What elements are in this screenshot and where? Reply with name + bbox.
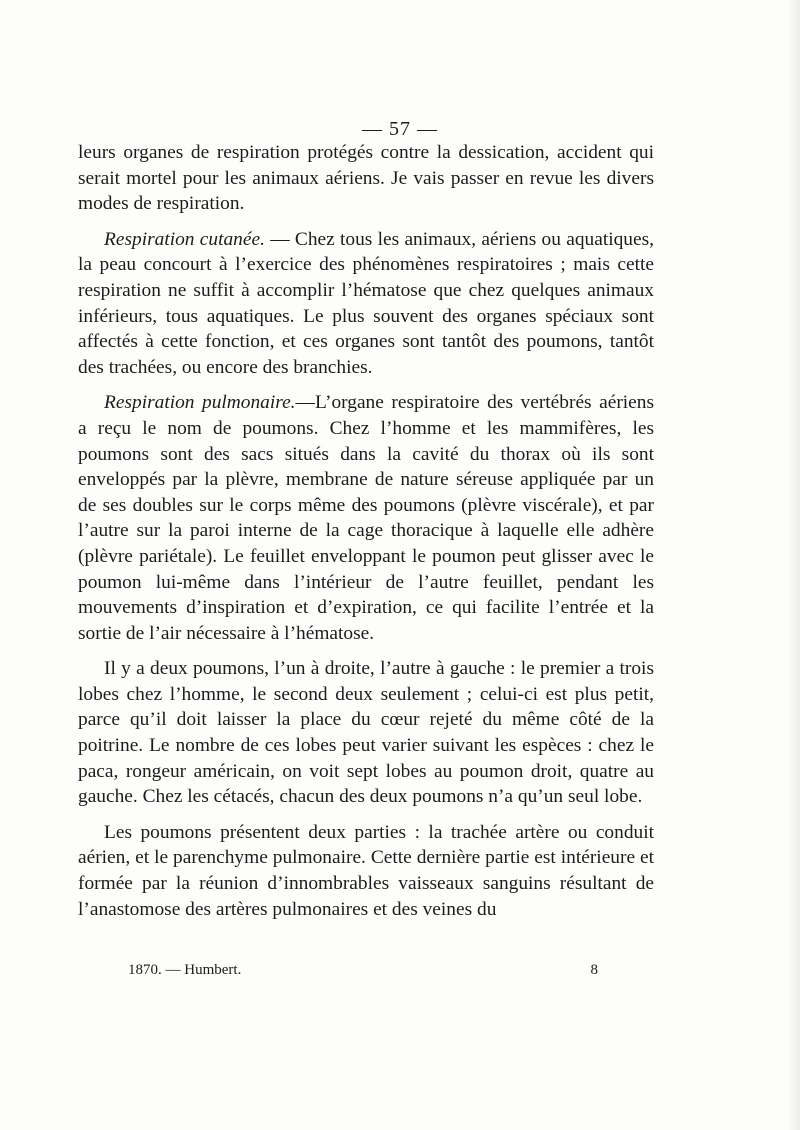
- paragraph: [78, 140, 654, 217]
- paragraph-text: Il y a deux poumons, l’un à droite, l’autre à gauche : le premier a trois lobes chez l’homme, le second deux seulement ; celui-ci est plus petit, parce qu’il doit laisser la place du cœur rejeté du même côté de la poitrine. Le nombre de ces lobes peut varier suivant les espèces : chez le paca, rongeur américain, on voit sept lobes au poumon droit, quatre au gauche. Chez les cétacés, chacun des deux poumons n’a qu’un seul lobe.: [78, 658, 654, 808]
- paragraph: [78, 820, 654, 922]
- paragraph-text: —L’organe respiratoire des vertébrés aériens a reçu le nom de poumons. Chez l’homme et les mammifères, les poumons sont des sacs situés dans la cavité du thorax où ils sont enveloppés par la plèvre, membrane de nature séreuse appliquée par un de ses doubles sur le corps même des poumons (plèvre viscérale), et par l’autre sur la paroi interne de la cage thoracique à laquelle elle adhère (plèvre pariétale). Le feuillet enveloppant le poumon peut glisser avec le poumon lui-même dans l’intérieur de l’autre feuillet, pendant les mouvements d’inspiration et d’expiration, ce qui facilite l’entrée et la sortie de l’air nécessaire à l’hématose.: [78, 392, 655, 644]
- paragraph-text: Les poumons présentent deux parties : la trachée artère ou conduit aérien, et le parenchyme pulmonaire. Cette dernière partie est intérieure et formée par la réunion d’innombrables vaisseaux sanguins résultant de l’anastomose des artères pulmonaires et des veines du: [78, 821, 654, 920]
- paragraph-respiration-cutanee: [78, 227, 654, 381]
- body-text: [78, 140, 654, 932]
- page-number: — 57 —: [362, 118, 438, 140]
- footer-sheet-number: 8: [590, 962, 598, 978]
- section-lead: Respiration pulmonaire.: [104, 392, 296, 414]
- paragraph-text: leurs organes de respiration protégés contre la dessication, accident qui serait mortel pour les animaux aériens. Je vais passer en revue les divers modes de respiration.: [78, 142, 654, 215]
- paragraph-respiration-pulmonaire: [78, 390, 654, 646]
- section-lead: Respiration cutanée.: [104, 228, 265, 250]
- footer-signature: 1870. — Humbert.: [128, 962, 242, 978]
- paragraph-text: — Chez tous les animaux, aériens ou aquatiques, la peau concourt à l’exercice des phénomènes respiratoires ; mais cette respiration ne suffit à accomplir l’hématose que chez quelques animaux inférieurs, tous aquatiques. Le plus souvent des organes spéciaux sont affectés à cette fonction, et ces organes sont tantôt des poumons, tantôt des trachées, ou encore des branchies.: [78, 228, 654, 378]
- binding-shadow: [788, 0, 800, 1130]
- paragraph: [78, 656, 654, 810]
